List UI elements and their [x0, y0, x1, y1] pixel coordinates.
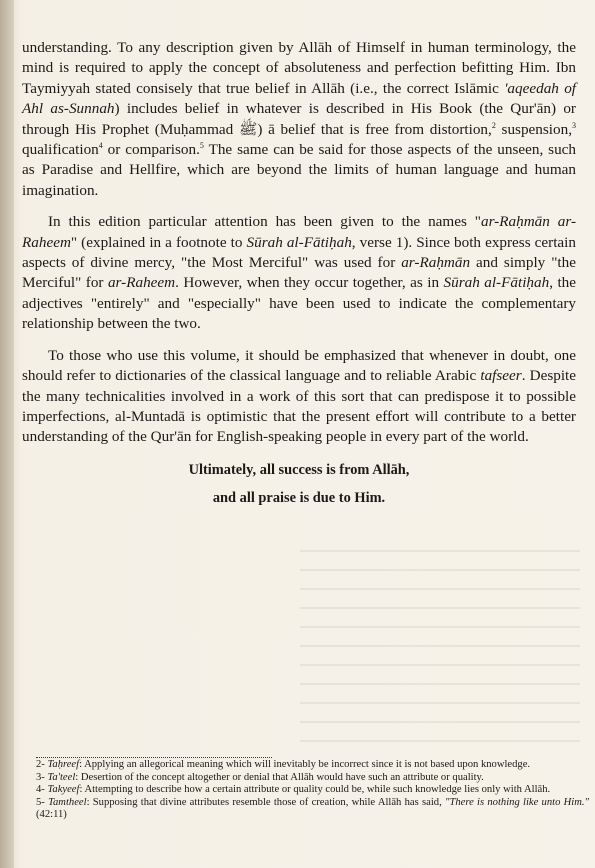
footnote-5: 5- Tamtheel: Supposing that divine attributes resemble those of creation, while Allāh has said, "There is nothing like unto Him." (42:11)	[36, 796, 589, 821]
paragraph-2: In this edition particular attention has been given to the names "ar-Raḥmān ar-Raheem" (explained in a footnote to Sūrah al-Fātiḥah, verse 1). Since both express certain aspects of divine mercy, "the Most Merciful" was used for ar-Raḥmān and simply "the Merciful" for ar-Raheem. However, when they occur together, as in Sūrah al-Fātiḥah, the adjectives "entirely" and "especially" have been used to indicate the complementary relationship between the two.	[22, 213, 576, 333]
footnote-2: 2- Taḥreef: Applying an allegorical meaning which will inevitably be incorrect since it is not based upon knowledge.	[36, 759, 531, 770]
closing-statement	[22, 456, 576, 512]
closing-line-1: Ultimately, all success is from Allāh,	[188, 462, 410, 478]
footnote-3: 3- Ta'teel: Desertion of the concept altogether or denial that Allāh would have such an attribute or quality.	[36, 771, 484, 783]
footnotes	[36, 759, 589, 822]
closing-line-2: and all praise is due to Him.	[212, 490, 386, 506]
aqeedah-term: 'aqeedah of Ahl as-Sunnah	[22, 79, 577, 118]
paragraph-1: understanding. To any description given by Allāh of Himself in human terminology, the mind is required to apply the concept of absoluteness and perfection befitting Him. Ibn Taymiyyah stated consisely that true belief in Allāh (i.e., the correct Islāmic 'aqeedah of Ahl as-Sunnah) includes belief in whatever is described in His Book (the Qur'ān) or through His Prophet (Muḥammad ﷺ) ā belief that is free from distortion,$^2$ suspension,$^3$ qualification$^4$ or comparison.$^5$ The same can be said for those aspects of the unseen, such as Paradise and Hellfire, which are beyond the limits of human language and human imagination.	[22, 39, 577, 199]
paragraph-3: To those who use this volume, it should be emphasized that whenever in doubt, one should refer to dictionaries of the classical language and to reliable Arabic tafseer. Despite the many technicalities involved in a work of this sort that can predispose it to possible imperfections, al-Muntadā is optimistic that the present effort will contribute to a better understanding of the Qur'ān for English-speaking people in every part of the world.	[22, 346, 577, 446]
page-gutter	[0, 0, 14, 868]
footnote-ref-2: 2	[491, 120, 496, 130]
body-text	[22, 38, 576, 459]
footnote-4: 4- Takyeef: Attempting to describe how a certain attribute or quality could be, while such knowledge lies only with Allāh.	[36, 784, 551, 796]
footnote-ref-5: 5	[199, 140, 204, 150]
footnote-ref-3: 3	[572, 120, 576, 130]
footnote-divider	[36, 757, 272, 758]
footnote-ref-4: 4	[98, 140, 103, 150]
show-through-text	[300, 540, 580, 750]
